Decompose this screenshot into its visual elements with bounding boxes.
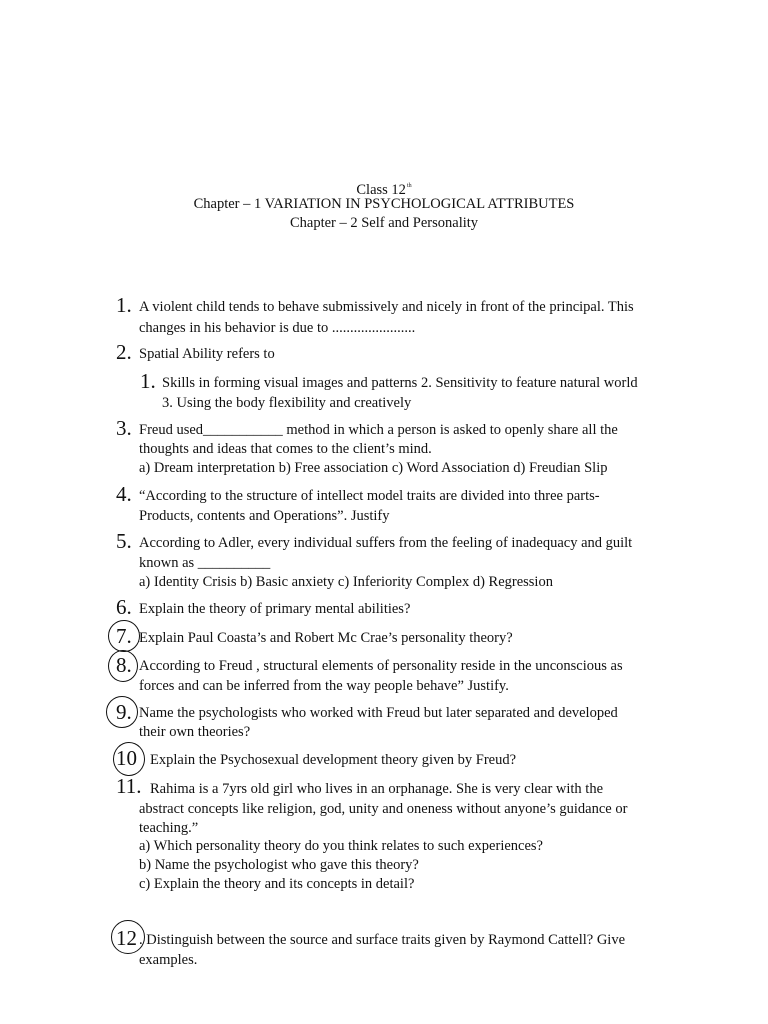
- question-11-line-5: b) Name the psychologist who gave this theory?: [139, 857, 419, 873]
- question-number-9: 9.: [116, 700, 132, 724]
- class-label: Class 12: [356, 182, 406, 198]
- question-2-sub-number: 1.: [140, 369, 156, 393]
- chapter-2-title: Chapter – 2 Self and Personality: [289, 215, 479, 231]
- question-number-4: 4.: [116, 482, 132, 506]
- question-3-line-1: Freud used___________ method in which a person is asked to openly share all the: [139, 422, 618, 438]
- question-5-line-3: a) Identity Crisis b) Basic anxiety c) Inferiority Complex d) Regression: [139, 574, 553, 590]
- chapter-1-title: Chapter – 1 VARIATION IN PSYCHOLOGICAL ATTRIBUTES: [193, 196, 575, 212]
- question-11-line-6: c) Explain the theory and its concepts in detail?: [139, 876, 415, 892]
- question-11-line-2: abstract concepts like religion, god, unity and oneness without anyone’s guidance or: [139, 801, 628, 817]
- question-number-12: 12: [116, 926, 137, 950]
- question-8-line-1: According to Freud , structural elements of personality reside in the unconscious as: [139, 658, 623, 674]
- class-superscript: th: [406, 183, 412, 189]
- question-1-line-1: A violent child tends to behave submissively and nicely in front of the principal. This: [139, 299, 634, 315]
- question-6-line-1: Explain the theory of primary mental abilities?: [139, 601, 411, 617]
- question-5-line-2: known as __________: [139, 555, 271, 571]
- question-1-line-2: changes in his behavior is due to .......................: [139, 320, 416, 336]
- question-4-line-2: Products, contents and Operations”. Justify: [139, 508, 390, 524]
- question-5-line-1: According to Adler, every individual suffers from the feeling of inadequacy and guilt: [139, 535, 633, 551]
- question-number-7: 7.: [116, 624, 132, 648]
- question-12-line-1: . Distinguish between the source and surface traits given by Raymond Cattell? Give: [139, 932, 626, 948]
- question-10-line-1: Explain the Psychosexual development theory given by Freud?: [150, 752, 517, 768]
- question-4-line-1: “According to the structure of intellect model traits are divided into three parts-: [139, 488, 600, 504]
- question-number-5: 5.: [116, 529, 132, 553]
- question-8-line-2: forces and can be inferred from the way people behave” Justify.: [139, 678, 509, 694]
- question-11-line-3: teaching.”: [139, 820, 199, 836]
- question-number-3: 3.: [116, 416, 132, 440]
- question-3-line-3: a) Dream interpretation b) Free association c) Word Association d) Freudian Slip: [139, 460, 608, 476]
- question-number-1: 1.: [116, 293, 132, 317]
- question-2-line-1: Spatial Ability refers to: [139, 346, 275, 362]
- question-number-11: 11.: [116, 774, 142, 798]
- question-2-sub-line-1: Skills in forming visual images and patterns 2. Sensitivity to feature natural world: [162, 375, 638, 391]
- question-9-line-1: Name the psychologists who worked with Freud but later separated and developed: [139, 705, 618, 721]
- question-2-sub-line-2: 3. Using the body flexibility and creatively: [162, 395, 412, 411]
- question-9-line-2: their own theories?: [139, 724, 251, 740]
- question-number-10: 10: [116, 746, 137, 770]
- question-7-line-1: Explain Paul Coasta’s and Robert Mc Crae’s personality theory?: [139, 630, 513, 646]
- question-number-8: 8.: [116, 653, 132, 677]
- question-3-line-2: thoughts and ideas that comes to the client’s mind.: [139, 441, 432, 457]
- question-11-line-4: a) Which personality theory do you think relates to such experiences?: [139, 838, 543, 854]
- question-number-2: 2.: [116, 340, 132, 364]
- question-12-line-2: examples.: [139, 952, 198, 968]
- question-number-6: 6.: [116, 595, 132, 619]
- question-11-line-1: Rahima is a 7yrs old girl who lives in an orphanage. She is very clear with the: [150, 781, 604, 797]
